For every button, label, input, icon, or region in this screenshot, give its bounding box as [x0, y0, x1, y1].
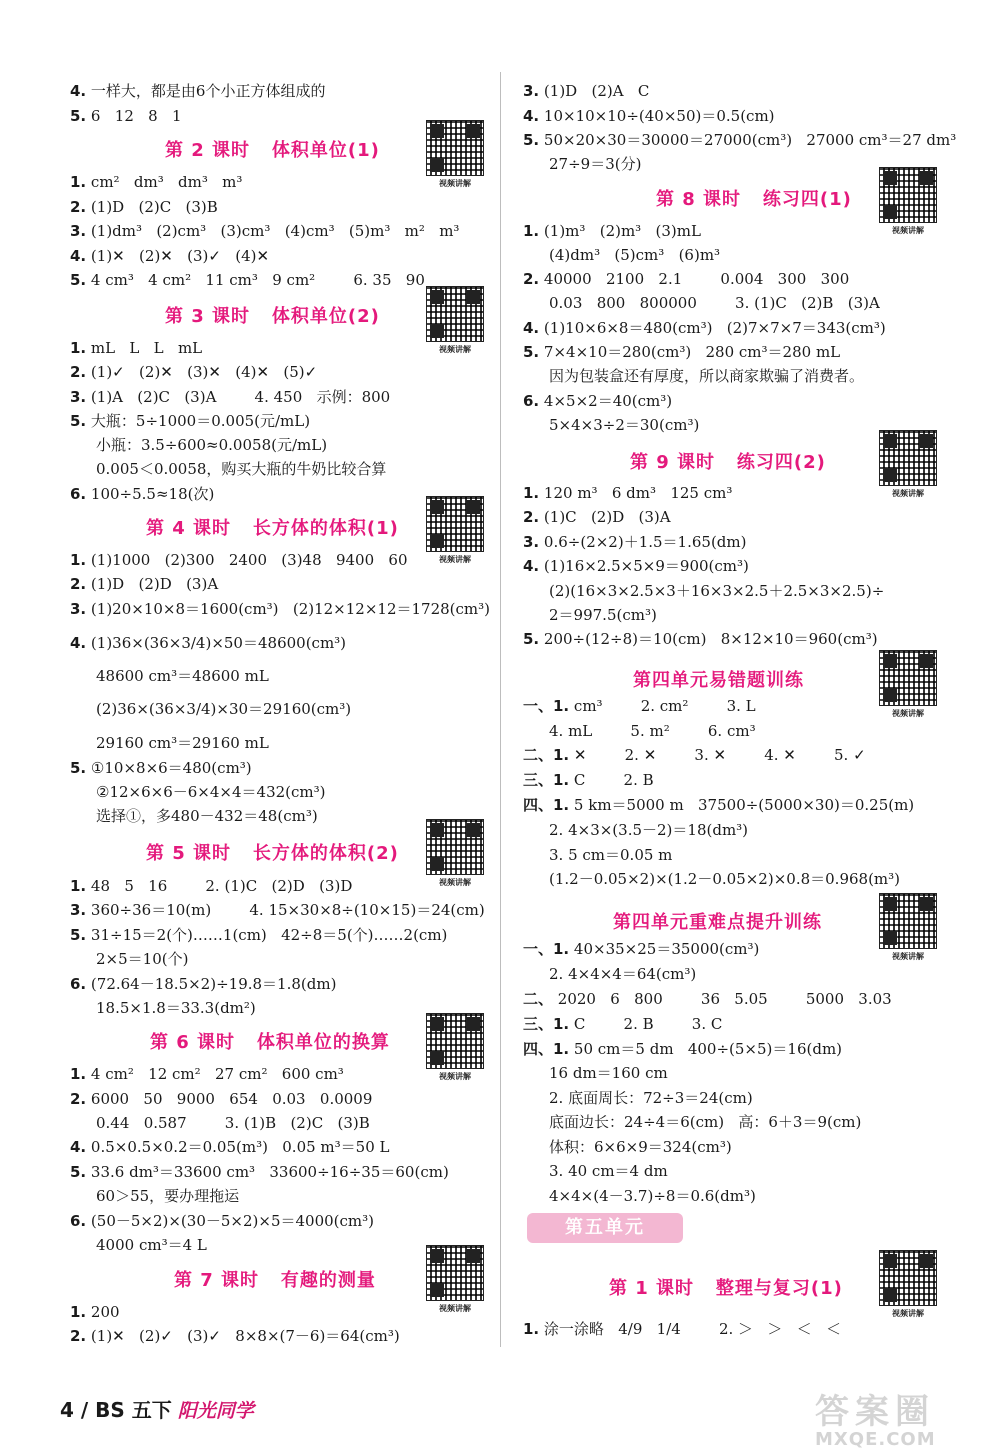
answer-text: (1)C (2)D (3)A [543, 508, 671, 526]
answer-line [523, 697, 756, 715]
answer-line [70, 1236, 207, 1254]
answer-text: 2×5＝10(个) [96, 950, 189, 968]
answer-line [523, 1138, 732, 1156]
answer-line [70, 600, 490, 618]
answer-line [70, 999, 256, 1017]
question-number: 4. [523, 319, 540, 337]
answer-line [523, 367, 864, 385]
answer-text: (72.64－18.5×2)÷19.8＝1.8(dm) [90, 975, 337, 993]
answer-text: 200÷(12÷8)＝10(cm) 8×12×10＝960(cm³) [543, 630, 878, 648]
question-number: 1. [523, 222, 540, 240]
question-number: 5. [523, 343, 540, 361]
qr-caption: 视频讲解 [892, 489, 924, 498]
answer-line [70, 1187, 239, 1205]
answer-text: 27÷9＝3(分) [549, 155, 642, 173]
answer-text: (1)dm³ (2)cm³ (3)cm³ (4)cm³ (5)m³ m² m³ [90, 222, 460, 240]
answer-text: C 2. B [573, 771, 654, 789]
qr-code-image [426, 1013, 484, 1069]
question-number: 2. [523, 270, 540, 288]
answer-line [523, 1040, 842, 1058]
answer-text: 2. 底面周长：72÷3＝24(cm) [549, 1089, 753, 1107]
answer-text: 4 cm³ 4 cm² 11 cm³ 9 cm² 6. 35 90 [90, 271, 425, 289]
answer-line [70, 551, 408, 569]
qr-code-icon[interactable] [426, 120, 484, 189]
answer-text: 0.03 800 800000 3. (1)C (2)B (3)A [549, 294, 880, 312]
answer-text: 0.005＜0.0058，购买大瓶的牛奶比较合算 [96, 460, 387, 478]
answer-line [70, 198, 218, 216]
qr-code-icon[interactable] [879, 430, 937, 499]
answer-line [523, 392, 672, 410]
answer-line [70, 1090, 372, 1108]
question-number: 1. [523, 484, 540, 502]
question-number: 3. [70, 901, 87, 919]
answer-line [523, 940, 759, 958]
answer-line [70, 485, 214, 503]
question-number: 5. [523, 131, 540, 149]
answer-text: (50－5×2)×(30－5×2)×5＝4000(cm³) [90, 1212, 375, 1230]
lesson-heading: 第 9 课时 练习四(2) [630, 452, 826, 473]
watermark-text: 答案圈 [815, 1392, 935, 1432]
qr-code-icon[interactable] [879, 1250, 937, 1319]
qr-caption: 视频讲解 [439, 1304, 471, 1313]
answer-text: 100÷5.5≈18(次) [90, 485, 215, 503]
answer-line [70, 700, 351, 718]
answer-line [523, 82, 649, 100]
answer-line [70, 1327, 400, 1345]
qr-caption: 视频讲解 [439, 345, 471, 354]
answer-text: 10×10×10÷(40×50)＝0.5(cm) [543, 107, 775, 125]
answer-text: (1)D (2)C (3)B [90, 198, 218, 216]
answer-line [70, 783, 326, 801]
question-number: 3. [523, 533, 540, 551]
qr-caption: 视频讲解 [892, 226, 924, 235]
brand-logo: 阳光同学 [177, 1400, 254, 1422]
qr-code-image [426, 496, 484, 552]
answer-line [70, 901, 485, 919]
answer-text: 小瓶：3.5÷600≈0.0058(元/mL) [96, 436, 328, 454]
answer-line [70, 877, 352, 895]
question-number: 四、1. [523, 1040, 570, 1058]
lesson-heading: 第 3 课时 体积单位(2) [165, 306, 380, 327]
question-number: 1. [70, 339, 87, 357]
answer-text: C 2. B 3. C [573, 1015, 723, 1033]
answer-text: 体积：6×6×9＝324(cm³) [549, 1138, 732, 1156]
answer-text: 涂一涂略 4/9 1/4 2. ＞ ＞ ＜ ＜ [543, 1320, 841, 1338]
qr-code-image [879, 430, 937, 486]
answer-line [523, 222, 701, 240]
question-number: 二、1. [523, 746, 570, 764]
question-number: 4. [523, 107, 540, 125]
question-number: 4. [70, 247, 87, 265]
question-number: 5. [70, 759, 87, 777]
qr-code-icon[interactable] [879, 650, 937, 719]
question-number: 6. [523, 392, 540, 410]
answer-line [70, 388, 390, 406]
question-number: 三、1. [523, 771, 570, 789]
answer-text: (2)(16×3×2.5×3＋16×3×2.5＋2.5×3×2.5)÷ [549, 582, 885, 600]
answer-text: (2)36×(36×3/4)×30＝29160(cm³) [96, 700, 352, 718]
answer-line [523, 846, 672, 864]
answer-line [70, 1138, 390, 1156]
question-number: 2. [523, 508, 540, 526]
answer-text: ①10×8×6＝480(cm³) [90, 759, 252, 777]
answer-text: 31÷15＝2(个)……1(cm) 42÷8＝5(个)……2(cm) [90, 926, 448, 944]
answer-text: 底面边长：24÷4＝6(cm) 高：6＋3＝9(cm) [549, 1113, 862, 1131]
answer-text: (1)A (2)C (3)A 4. 450 示例：800 [90, 388, 391, 406]
lesson-heading: 第 5 课时 长方体的体积(2) [146, 843, 399, 864]
lesson-heading: 第 4 课时 长方体的体积(1) [146, 518, 399, 539]
answer-text: 6000 50 9000 654 0.03 0.0009 [90, 1090, 373, 1108]
answer-line [70, 950, 188, 968]
answer-text: cm² dm³ dm³ m³ [90, 173, 243, 191]
question-number: 6. [70, 975, 87, 993]
question-number: 二、 [523, 990, 554, 1008]
answer-text: (4)dm³ (5)cm³ (6)m³ [549, 246, 721, 264]
answer-line [523, 1064, 668, 1082]
answer-line [70, 460, 386, 478]
question-number: 4. [70, 634, 87, 652]
answer-text: 5×4×3÷2＝30(cm³) [549, 416, 700, 434]
question-number: 5. [70, 1163, 87, 1181]
answer-text: (1)m³ (2)m³ (3)mL [543, 222, 701, 240]
qr-caption: 视频讲解 [892, 709, 924, 718]
answer-text: 3. 40 cm＝4 dm [549, 1162, 668, 1180]
answer-line [523, 1015, 722, 1033]
answer-text: 4 cm² 12 cm² 27 cm² 600 cm³ [90, 1065, 344, 1083]
question-number: 3. [523, 82, 540, 100]
watermark [815, 1384, 936, 1450]
answer-text: 16 dm＝160 cm [549, 1064, 668, 1082]
answer-text: 选择①，多480－432＝48(cm³) [96, 807, 318, 825]
question-number: 2. [70, 1090, 87, 1108]
lesson-heading: 第 6 课时 体积单位的换算 [150, 1032, 390, 1053]
question-number: 1. [70, 1065, 87, 1083]
answer-text: (1)✓ (2)✕ (3)✕ (4)✕ (5)✓ [90, 363, 318, 381]
question-number: 1. [70, 1303, 87, 1321]
answer-text: 4×4×(4－3.7)÷8＝0.6(dm³) [549, 1187, 756, 1205]
question-number: 1. [70, 173, 87, 191]
answer-text: 因为包装盒还有厚度，所以商家欺骗了消费者。 [549, 367, 865, 385]
answer-line [523, 630, 878, 648]
answer-line [70, 1303, 120, 1321]
answer-text: (1)1000 (2)300 2400 (3)48 9400 60 [90, 551, 408, 569]
lesson-heading: 第 7 课时 有趣的测量 [174, 1270, 376, 1291]
qr-code-image [426, 819, 484, 875]
answer-line [523, 965, 696, 983]
answer-text: ✕ 2. ✕ 3. ✕ 4. ✕ 5. ✓ [573, 746, 866, 764]
answer-line [70, 1212, 374, 1230]
answer-line [70, 667, 269, 685]
question-number: 5. [70, 412, 87, 430]
answer-text: 48 5 16 2. (1)C (2)D (3)D [90, 877, 353, 895]
question-number: 三、1. [523, 1015, 570, 1033]
answer-line [523, 246, 720, 264]
answer-line [523, 1320, 841, 1338]
watermark-url: MXQE.COM [815, 1429, 936, 1450]
answer-text: 120 m³ 6 dm³ 125 cm³ [543, 484, 733, 502]
qr-caption: 视频讲解 [892, 1309, 924, 1318]
answer-text: 48600 cm³＝48600 mL [96, 667, 269, 685]
answer-text: 6 12 8 1 [90, 107, 182, 125]
qr-caption: 视频讲解 [892, 952, 924, 961]
answer-line [70, 634, 346, 652]
qr-code-icon[interactable] [426, 1013, 484, 1082]
question-number: 一、1. [523, 940, 570, 958]
answer-text: 4000 cm³＝4 L [96, 1236, 207, 1254]
answer-text: 0.44 0.587 3. (1)B (2)C (3)B [96, 1114, 370, 1132]
answer-line [70, 436, 327, 454]
answer-text: (1.2－0.05×2)×(1.2－0.05×2)×0.8＝0.968(m³) [549, 870, 901, 888]
answer-line [523, 508, 671, 526]
answer-text: 0.5×0.5×0.2＝0.05(m³) 0.05 m³＝50 L [90, 1138, 390, 1156]
answer-line [70, 975, 336, 993]
question-number: 6. [70, 1212, 87, 1230]
question-number: 2. [70, 575, 87, 593]
answer-text: 29160 cm³＝29160 mL [96, 734, 269, 752]
answer-text: cm³ 2. cm² 3. L [573, 697, 756, 715]
qr-code-image [879, 650, 937, 706]
answer-text: 60＞55，要办理拖运 [96, 1187, 240, 1205]
answer-line [70, 363, 317, 381]
question-number: 2. [70, 363, 87, 381]
qr-code-icon[interactable] [426, 496, 484, 565]
question-number: 一、1. [523, 697, 570, 715]
answer-line [523, 294, 880, 312]
answer-line [70, 107, 182, 125]
qr-code-icon[interactable] [879, 167, 937, 236]
answer-line [523, 107, 775, 125]
answer-line [523, 343, 840, 361]
answer-line [523, 155, 641, 173]
answer-text: 50×20×30＝30000＝27000(cm³) 27000 cm³＝27 dm³ [543, 131, 957, 149]
answer-line [523, 270, 849, 288]
answer-text: ②12×6×6－6×4×4＝432(cm³) [96, 783, 326, 801]
answer-text: (1)✕ (2)✓ (3)✓ 8×8×(7－6)＝64(cm³) [90, 1327, 400, 1345]
question-number: 4. [70, 1138, 87, 1156]
answer-text: (1)20×10×8＝1600(cm³) (2)12×12×12＝1728(cm³) [90, 600, 491, 618]
qr-code-image [426, 286, 484, 342]
question-number: 1. [70, 551, 87, 569]
question-number: 6. [70, 485, 87, 503]
answer-line [70, 339, 202, 357]
answer-text: 0.6÷(2×2)＋1.5＝1.65(dm) [543, 533, 747, 551]
answer-text: 18.5×1.8＝33.3(dm²) [96, 999, 256, 1017]
answer-line [523, 557, 749, 575]
question-number: 四、1. [523, 796, 570, 814]
answer-text: 40000 2100 2.1 0.004 300 300 [543, 270, 850, 288]
qr-code-image [879, 167, 937, 223]
answer-text: 360÷36＝10(m) 4. 15×30×8÷(10×15)＝24(cm) [90, 901, 485, 919]
question-number: 3. [70, 600, 87, 618]
answer-line [70, 222, 459, 240]
column-divider [500, 72, 501, 1347]
answer-text: 2. 4×4×4＝64(cm³) [549, 965, 697, 983]
answer-line [70, 1114, 370, 1132]
answer-line [523, 1162, 668, 1180]
qr-code-image [426, 1245, 484, 1301]
qr-code-icon[interactable] [426, 286, 484, 355]
qr-code-icon[interactable] [879, 893, 937, 962]
answer-line [70, 173, 242, 191]
answer-line [70, 271, 425, 289]
answer-line [523, 796, 914, 814]
answer-line [70, 575, 218, 593]
question-number: 5. [523, 630, 540, 648]
qr-caption: 视频讲解 [439, 878, 471, 887]
answer-line [523, 319, 886, 337]
answer-line [523, 606, 657, 624]
qr-code-icon[interactable] [426, 819, 484, 888]
answer-text: 4. mL 5. m² 6. cm³ [549, 722, 756, 740]
answer-text: (1)✕ (2)✕ (3)✓ (4)✕ [90, 247, 270, 265]
answer-text: 大瓶：5÷1000＝0.005(元/mL) [90, 412, 311, 430]
answer-text: 一样大，都是由6个小正方体组成的 [90, 82, 326, 100]
lesson-heading: 第四单元易错题训练 [633, 670, 804, 691]
answer-line [523, 1113, 861, 1131]
answer-text: (1)16×2.5×5×9＝900(cm³) [543, 557, 749, 575]
question-number: 1. [70, 877, 87, 895]
answer-line [70, 759, 252, 777]
page-footer [60, 1394, 254, 1423]
answer-line [523, 131, 956, 149]
answer-text: (1)36×(36×3/4)×50＝48600(cm³) [90, 634, 347, 652]
question-number: 5. [70, 271, 87, 289]
answer-line [70, 82, 325, 100]
answer-line [523, 821, 748, 839]
qr-code-image [879, 893, 937, 949]
answer-text: (1)D (2)D (3)A [90, 575, 219, 593]
answer-line [70, 926, 447, 944]
lesson-heading: 第 1 课时 整理与复习(1) [609, 1278, 843, 1299]
answer-line [523, 990, 892, 1008]
qr-caption: 视频讲解 [439, 179, 471, 188]
question-number: 4. [70, 82, 87, 100]
lesson-heading: 第四单元重难点提升训练 [613, 912, 822, 933]
question-number: 1. [523, 1320, 540, 1338]
answer-text: 7×4×10＝280(cm³) 280 cm³＝280 mL [543, 343, 841, 361]
qr-caption: 视频讲解 [439, 555, 471, 564]
answer-text: 50 cm＝5 dm 400÷(5×5)＝16(dm) [573, 1040, 843, 1058]
answer-text: 40×35×25＝35000(cm³) [573, 940, 760, 958]
unit-badge: 第五单元 [527, 1213, 683, 1243]
answer-text: 3. 5 cm＝0.05 m [549, 846, 673, 864]
answer-line [523, 484, 732, 502]
question-number: 4. [523, 557, 540, 575]
lesson-heading: 第 8 课时 练习四(1) [656, 189, 852, 210]
answer-line [523, 582, 884, 600]
answer-text: 200 [90, 1303, 120, 1321]
answer-text: mL L L mL [90, 339, 203, 357]
answer-text: 5 km＝5000 m 37500÷(5000×30)＝0.25(m) [573, 796, 915, 814]
answer-line [523, 1187, 756, 1205]
answer-line [70, 1065, 344, 1083]
answer-text: (1)D (2)A C [543, 82, 650, 100]
question-number: 2. [70, 1327, 87, 1345]
answer-line [70, 807, 318, 825]
answer-line [523, 416, 699, 434]
answer-line [523, 1089, 753, 1107]
answer-line [70, 412, 310, 430]
answer-line [523, 870, 900, 888]
answer-line [523, 722, 756, 740]
question-number: 3. [70, 388, 87, 406]
qr-code-image [879, 1250, 937, 1306]
qr-code-icon[interactable] [426, 1245, 484, 1314]
answer-line [523, 771, 654, 789]
question-number: 5. [70, 926, 87, 944]
lesson-heading: 第 2 课时 体积单位(1) [165, 140, 380, 161]
answer-line [70, 734, 269, 752]
question-number: 2. [70, 198, 87, 216]
answer-text: 2020 6 800 36 5.05 5000 3.03 [557, 990, 892, 1008]
answer-text: 4×5×2＝40(cm³) [543, 392, 673, 410]
answer-text: 2. 4×3×(3.5－2)＝18(dm³) [549, 821, 749, 839]
qr-code-image [426, 120, 484, 176]
answer-text: (1)10×6×8＝480(cm³) (2)7×7×7＝343(cm³) [543, 319, 886, 337]
answer-text: 2＝997.5(cm³) [549, 606, 657, 624]
answer-line [523, 746, 866, 764]
answer-text: 33.6 dm³＝33600 cm³ 33600÷16÷35＝60(cm) [90, 1163, 449, 1181]
answer-line [70, 247, 269, 265]
answer-line [523, 533, 747, 551]
qr-caption: 视频讲解 [439, 1072, 471, 1081]
question-number: 3. [70, 222, 87, 240]
question-number: 5. [70, 107, 87, 125]
answer-line [70, 1163, 449, 1181]
page-number: 4 / BS 五下 [60, 1398, 172, 1422]
